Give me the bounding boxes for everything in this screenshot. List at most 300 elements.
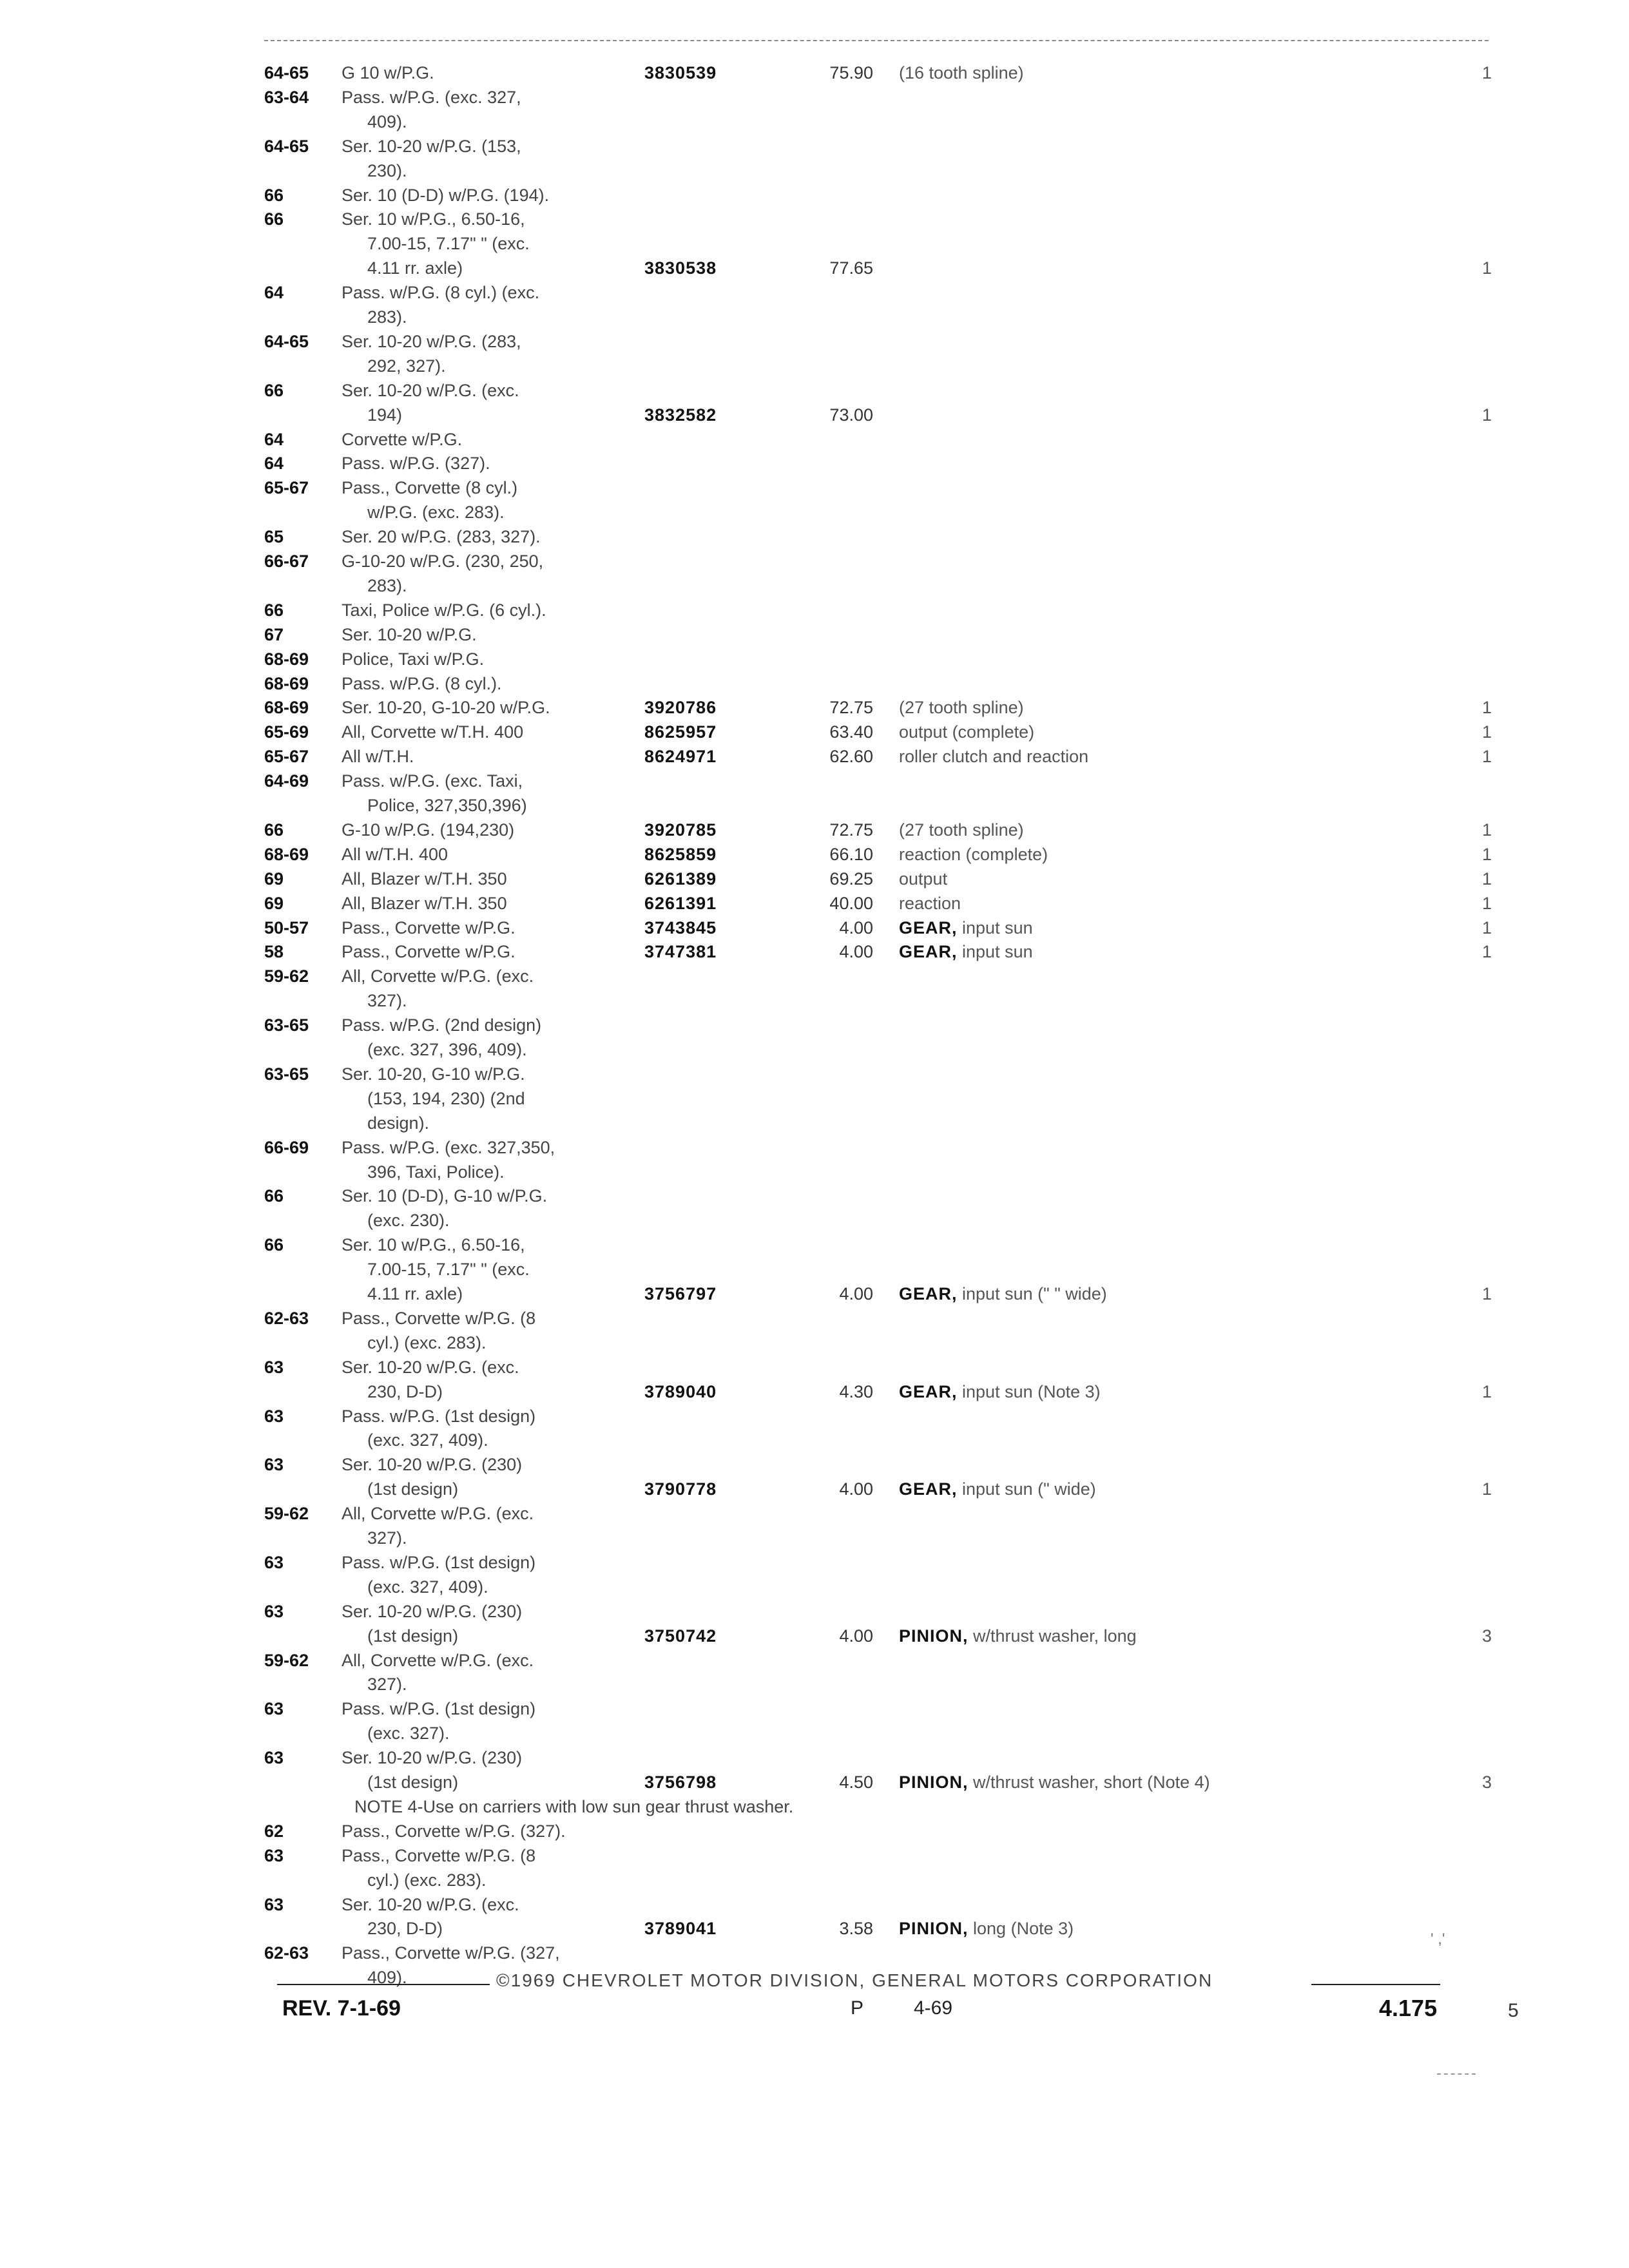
description-text: input sun bbox=[962, 918, 1033, 937]
application: 327). bbox=[367, 991, 407, 1011]
application: Ser. 10 w/P.G., 6.50-16, bbox=[342, 209, 525, 229]
application: cyl.) (exc. 283). bbox=[367, 1332, 487, 1352]
model-years: 69 bbox=[264, 893, 284, 913]
model-years: 63 bbox=[264, 1699, 284, 1719]
application: Pass. w/P.G. (2nd design) bbox=[342, 1015, 542, 1035]
table-row bbox=[0, 1381, 1629, 1405]
price: 3.58 bbox=[839, 1919, 873, 1939]
quantity: 1 bbox=[1482, 747, 1492, 767]
table-row bbox=[0, 1552, 1629, 1576]
application: Pass. w/P.G. (8 cyl.). bbox=[342, 673, 502, 693]
description bbox=[899, 697, 1024, 718]
application: G-10 w/P.G. (194,230) bbox=[342, 820, 515, 840]
revision-label: REV. 7-1-69 bbox=[282, 1996, 401, 2021]
application: 283). bbox=[367, 307, 407, 327]
application: 4.11 rr. axle) bbox=[367, 258, 463, 278]
table-row bbox=[0, 1503, 1629, 1527]
description-text: input sun (" " wide) bbox=[962, 1284, 1107, 1303]
application: 283). bbox=[367, 575, 407, 595]
application: (exc. 327). bbox=[367, 1724, 450, 1744]
quantity: 1 bbox=[1482, 942, 1492, 962]
application: 230, D-D) bbox=[367, 1919, 443, 1939]
table-row bbox=[0, 648, 1629, 673]
table-row bbox=[0, 160, 1629, 184]
note-row bbox=[0, 1796, 1629, 1820]
table-row bbox=[0, 282, 1629, 306]
price: 4.30 bbox=[839, 1381, 873, 1401]
application: Pass. w/P.G. (1st design) bbox=[342, 1406, 536, 1426]
application: All, Corvette w/P.G. (exc. bbox=[342, 966, 534, 986]
price: 77.65 bbox=[829, 258, 873, 278]
application: 327). bbox=[367, 1528, 407, 1548]
model-years: 63 bbox=[264, 1601, 284, 1621]
model-years: 59-62 bbox=[264, 1650, 309, 1670]
table-row bbox=[0, 673, 1629, 697]
table-row bbox=[0, 526, 1629, 550]
model-years: 63 bbox=[264, 1406, 284, 1426]
model-years: 64-65 bbox=[264, 63, 309, 82]
table-row bbox=[0, 1869, 1629, 1894]
model-years: 59-62 bbox=[264, 966, 309, 986]
table-row bbox=[0, 1283, 1629, 1307]
price: 66.10 bbox=[829, 844, 873, 864]
table-row bbox=[0, 1894, 1629, 1918]
description-keyword: GEAR, bbox=[899, 942, 958, 962]
copyright-line: ©1969 CHEVROLET MOTOR DIVISION, GENERAL MOTORS CORPORATION bbox=[496, 1970, 1213, 1990]
table-row bbox=[0, 1600, 1629, 1625]
table-row bbox=[0, 770, 1629, 794]
model-years: 63-65 bbox=[264, 1064, 309, 1084]
description-text: output bbox=[899, 869, 948, 889]
application: (1st design) bbox=[367, 1626, 459, 1646]
model-years: 64 bbox=[264, 283, 284, 303]
model-years: 64-65 bbox=[264, 331, 309, 351]
model-years: 62-63 bbox=[264, 1308, 309, 1328]
table-row bbox=[0, 1209, 1629, 1234]
application: Pass., Corvette w/P.G. (8 bbox=[342, 1845, 536, 1865]
description bbox=[899, 868, 947, 890]
table-row bbox=[0, 1332, 1629, 1356]
application: w/P.G. (exc. 283). bbox=[367, 503, 505, 523]
price: 75.90 bbox=[829, 63, 873, 82]
application: cyl.) (exc. 283). bbox=[367, 1870, 487, 1890]
model-years: 50-57 bbox=[264, 918, 309, 937]
model-years: 63 bbox=[264, 1845, 284, 1865]
application: All w/T.H. bbox=[342, 747, 414, 767]
application: Pass., Corvette w/P.G. bbox=[342, 942, 516, 962]
price: 73.00 bbox=[829, 405, 873, 425]
description-text: (27 tooth spline) bbox=[899, 698, 1024, 718]
application: design). bbox=[367, 1113, 430, 1133]
application: All, Blazer w/T.H. 350 bbox=[342, 893, 507, 913]
table-row bbox=[0, 452, 1629, 477]
part-number: 3789041 bbox=[644, 1919, 717, 1939]
table-row bbox=[0, 745, 1629, 770]
table-row bbox=[0, 1771, 1629, 1796]
table-row bbox=[0, 1747, 1629, 1771]
description-keyword: GEAR, bbox=[899, 918, 958, 937]
table-row bbox=[0, 1820, 1629, 1845]
application: Ser. 10-20, G-10-20 w/P.G. bbox=[342, 698, 550, 718]
quantity: 1 bbox=[1482, 698, 1492, 718]
application: Pass. w/P.G. (8 cyl.) (exc. bbox=[342, 283, 540, 303]
description-text: input sun bbox=[962, 942, 1033, 962]
description bbox=[899, 1917, 1074, 1939]
application: G-10-20 w/P.G. (230, 250, bbox=[342, 552, 544, 571]
application: 194) bbox=[367, 405, 403, 425]
application: (exc. 327, 409). bbox=[367, 1577, 488, 1597]
model-years: 65-67 bbox=[264, 747, 309, 767]
part-number: 3747381 bbox=[644, 942, 717, 962]
table-row bbox=[0, 1527, 1629, 1552]
table-row bbox=[0, 208, 1629, 233]
table-row bbox=[0, 62, 1629, 86]
table-row bbox=[0, 1356, 1629, 1381]
table-row bbox=[0, 331, 1629, 355]
table-row bbox=[0, 1478, 1629, 1503]
table-row bbox=[0, 1307, 1629, 1332]
model-years: 66-67 bbox=[264, 552, 309, 571]
table-row bbox=[0, 990, 1629, 1014]
price: 4.00 bbox=[839, 1626, 873, 1646]
application: All, Corvette w/T.H. 400 bbox=[342, 722, 524, 742]
quantity: 3 bbox=[1482, 1773, 1492, 1792]
application: Ser. 10-20 w/P.G. (230) bbox=[342, 1455, 523, 1475]
description bbox=[899, 941, 1033, 963]
description-keyword: GEAR, bbox=[899, 1284, 958, 1303]
application: Pass., Corvette w/P.G. (327). bbox=[342, 1821, 566, 1841]
table-row bbox=[0, 721, 1629, 745]
application: All w/T.H. 400 bbox=[342, 844, 448, 864]
application: Ser. 10-20 w/P.G. (230) bbox=[342, 1748, 523, 1768]
model-years: 58 bbox=[264, 942, 284, 962]
model-years: 66 bbox=[264, 820, 284, 840]
part-number: 3743845 bbox=[644, 918, 717, 937]
description bbox=[899, 745, 1088, 767]
model-years: 63 bbox=[264, 1748, 284, 1768]
part-number: 8625957 bbox=[644, 722, 717, 742]
model-years: 68-69 bbox=[264, 698, 309, 718]
table-row bbox=[0, 575, 1629, 599]
application: (exc. 327, 396, 409). bbox=[367, 1040, 527, 1059]
part-number: 6261389 bbox=[644, 869, 717, 889]
table-row bbox=[0, 1673, 1629, 1698]
application: All, Corvette w/P.G. (exc. bbox=[342, 1650, 534, 1670]
application: Ser. 10-20 w/P.G. (153, bbox=[342, 136, 521, 156]
application: Police, Taxi w/P.G. bbox=[342, 649, 485, 669]
footer-rule-right bbox=[1311, 1984, 1440, 1985]
model-years: 69 bbox=[264, 869, 284, 889]
model-years: 68-69 bbox=[264, 649, 309, 669]
part-number: 3790778 bbox=[644, 1479, 717, 1499]
table-row bbox=[0, 1722, 1629, 1747]
part-number: 3920786 bbox=[644, 698, 717, 718]
table-row bbox=[0, 184, 1629, 209]
model-years: 64 bbox=[264, 429, 284, 449]
model-years: 68-69 bbox=[264, 844, 309, 864]
application: 230). bbox=[367, 160, 407, 180]
application: Pass. w/P.G. (exc. Taxi, bbox=[342, 771, 523, 791]
description-keyword: GEAR, bbox=[899, 1381, 958, 1401]
table-row bbox=[0, 1405, 1629, 1430]
table-row bbox=[0, 1088, 1629, 1112]
application: 327). bbox=[367, 1675, 407, 1695]
table-row bbox=[0, 1039, 1629, 1063]
part-number: 3830539 bbox=[644, 63, 717, 82]
footer-rule-left bbox=[277, 1984, 490, 1985]
table-row bbox=[0, 599, 1629, 624]
description-text: roller clutch and reaction bbox=[899, 747, 1089, 767]
quantity: 1 bbox=[1482, 844, 1492, 864]
table-row bbox=[0, 1185, 1629, 1209]
price: 72.75 bbox=[829, 820, 873, 840]
application: 409). bbox=[367, 1968, 407, 1988]
model-years: 65 bbox=[264, 527, 284, 547]
quantity: 1 bbox=[1482, 63, 1492, 82]
price: 62.60 bbox=[829, 747, 873, 767]
description-keyword: PINION, bbox=[899, 1773, 969, 1792]
application: 7.00-15, 7.17" " (exc. bbox=[367, 1260, 530, 1280]
model-years: 66 bbox=[264, 1235, 284, 1255]
description bbox=[899, 1381, 1101, 1403]
price: 4.00 bbox=[839, 1284, 873, 1303]
quantity: 1 bbox=[1482, 1479, 1492, 1499]
table-row bbox=[0, 1063, 1629, 1088]
table-row bbox=[0, 135, 1629, 160]
model-years: 63 bbox=[264, 1357, 284, 1377]
description-text: input sun (" wide) bbox=[962, 1479, 1096, 1499]
description bbox=[899, 721, 1034, 743]
application: Pass. w/P.G. (exc. 327, bbox=[342, 87, 521, 107]
description bbox=[899, 1625, 1137, 1647]
part-number: 3830538 bbox=[644, 258, 717, 278]
application: Corvette w/P.G. bbox=[342, 429, 463, 449]
publication-date: 4-69 bbox=[914, 1997, 953, 2019]
table-row bbox=[0, 794, 1629, 819]
application: 4.11 rr. axle) bbox=[367, 1284, 463, 1303]
description bbox=[899, 1478, 1096, 1500]
model-years: 66-69 bbox=[264, 1137, 309, 1157]
table-row bbox=[0, 917, 1629, 941]
table-row bbox=[0, 1917, 1629, 1942]
corner-mark: 5 bbox=[1508, 2000, 1519, 2021]
table-row bbox=[0, 965, 1629, 990]
description-text: w/thrust washer, short (Note 4) bbox=[973, 1773, 1210, 1792]
application: Pass. w/P.G. (1st design) bbox=[342, 1699, 536, 1719]
application: 292, 327). bbox=[367, 356, 446, 376]
table-row bbox=[0, 941, 1629, 965]
model-years: 68-69 bbox=[264, 673, 309, 693]
application: 230, D-D) bbox=[367, 1381, 443, 1401]
part-number: 3832582 bbox=[644, 405, 717, 425]
table-row bbox=[0, 697, 1629, 721]
quantity: 1 bbox=[1482, 893, 1492, 913]
table-row bbox=[0, 1137, 1629, 1161]
model-years: 66 bbox=[264, 600, 284, 620]
application: Pass., Corvette (8 cyl.) bbox=[342, 478, 518, 498]
model-years: 66 bbox=[264, 380, 284, 400]
model-years: 63 bbox=[264, 1894, 284, 1914]
price: 72.75 bbox=[829, 698, 873, 718]
application: 7.00-15, 7.17" " (exc. bbox=[367, 234, 530, 254]
price: 4.00 bbox=[839, 1479, 873, 1499]
application: Pass., Corvette w/P.G. (327, bbox=[342, 1943, 560, 1963]
model-years: 65-69 bbox=[264, 722, 309, 742]
description bbox=[899, 917, 1033, 939]
description-text: (27 tooth spline) bbox=[899, 820, 1024, 840]
application: (153, 194, 230) (2nd bbox=[367, 1088, 525, 1108]
model-years: 63 bbox=[264, 1552, 284, 1572]
description-keyword: GEAR, bbox=[899, 1479, 958, 1499]
note-text: NOTE 4-Use on carriers with low sun gear thrust washer. bbox=[354, 1796, 794, 1816]
application: Pass., Corvette w/P.G. (8 bbox=[342, 1308, 536, 1328]
model-years: 62 bbox=[264, 1821, 284, 1841]
quantity: 1 bbox=[1482, 722, 1492, 742]
table-row bbox=[0, 404, 1629, 428]
table-row bbox=[0, 1234, 1629, 1258]
part-number: 3789040 bbox=[644, 1381, 717, 1401]
application: (exc. 230). bbox=[367, 1211, 450, 1231]
description-text: output (complete) bbox=[899, 722, 1035, 742]
application: G 10 w/P.G. bbox=[342, 63, 434, 82]
quantity: 1 bbox=[1482, 258, 1492, 278]
table-row bbox=[0, 355, 1629, 380]
application: (exc. 327, 409). bbox=[367, 1430, 488, 1450]
table-row bbox=[0, 1112, 1629, 1137]
table-row bbox=[0, 1161, 1629, 1186]
model-years: 66 bbox=[264, 185, 284, 205]
table-row bbox=[0, 550, 1629, 575]
model-years: 63-65 bbox=[264, 1015, 309, 1035]
part-number: 3750742 bbox=[644, 1626, 717, 1646]
page-number: 4.175 bbox=[1379, 1995, 1438, 2021]
table-row bbox=[0, 501, 1629, 526]
table-row bbox=[0, 233, 1629, 257]
table-row bbox=[0, 1429, 1629, 1454]
application: Ser. 10-20 w/P.G. (230) bbox=[342, 1601, 523, 1621]
application: 396, Taxi, Police). bbox=[367, 1162, 505, 1182]
table-row bbox=[0, 1845, 1629, 1869]
application: All, Corvette w/P.G. (exc. bbox=[342, 1504, 534, 1524]
table-row bbox=[0, 868, 1629, 892]
price: 4.00 bbox=[839, 918, 873, 937]
table-row bbox=[0, 86, 1629, 111]
application: Ser. 10-20 w/P.G. (exc. bbox=[342, 380, 519, 400]
quantity: 1 bbox=[1482, 918, 1492, 937]
description bbox=[899, 892, 961, 914]
table-row bbox=[0, 892, 1629, 917]
model-years: 67 bbox=[264, 624, 284, 644]
application: Taxi, Police w/P.G. (6 cyl.). bbox=[342, 600, 546, 620]
quantity: 1 bbox=[1482, 405, 1492, 425]
model-years: 63 bbox=[264, 1455, 284, 1475]
model-years: 64 bbox=[264, 454, 284, 474]
application: Police, 327,350,396) bbox=[367, 796, 527, 815]
description-text: input sun (Note 3) bbox=[962, 1381, 1101, 1401]
application: Ser. 10-20 w/P.G. (exc. bbox=[342, 1894, 519, 1914]
part-number: 3756798 bbox=[644, 1773, 717, 1792]
description bbox=[899, 1283, 1107, 1305]
table-row bbox=[0, 1258, 1629, 1283]
table-row bbox=[0, 1576, 1629, 1600]
table-row bbox=[0, 111, 1629, 135]
speck-mark: ' ,' bbox=[1431, 1930, 1445, 1948]
description bbox=[899, 62, 1024, 84]
quantity: 1 bbox=[1482, 820, 1492, 840]
price: 69.25 bbox=[829, 869, 873, 889]
application: Ser. 10-20 w/P.G. bbox=[342, 624, 477, 644]
application: Ser. 10-20 w/P.G. (exc. bbox=[342, 1357, 519, 1377]
application: Ser. 20 w/P.G. (283, 327). bbox=[342, 527, 541, 547]
application: Pass. w/P.G. (327). bbox=[342, 454, 490, 474]
description bbox=[899, 1771, 1210, 1793]
description-text: long (Note 3) bbox=[973, 1919, 1074, 1939]
application: Pass., Corvette w/P.G. bbox=[342, 918, 516, 937]
model-years: 65-67 bbox=[264, 478, 309, 498]
application: Pass. w/P.G. (exc. 327,350, bbox=[342, 1137, 555, 1157]
model-years: 66 bbox=[264, 209, 284, 229]
description-keyword: PINION, bbox=[899, 1919, 969, 1939]
description bbox=[899, 819, 1024, 841]
price: 4.50 bbox=[839, 1773, 873, 1792]
description-text: reaction bbox=[899, 893, 961, 913]
quantity: 1 bbox=[1482, 1381, 1492, 1401]
publication-code: P bbox=[851, 1997, 864, 2019]
description-keyword: PINION, bbox=[899, 1626, 969, 1646]
model-years: 59-62 bbox=[264, 1504, 309, 1524]
price: 40.00 bbox=[829, 893, 873, 913]
table-row bbox=[0, 1942, 1629, 1966]
application: (1st design) bbox=[367, 1479, 459, 1499]
part-number: 6261391 bbox=[644, 893, 717, 913]
application: Ser. 10 w/P.G., 6.50-16, bbox=[342, 1235, 525, 1255]
part-number: 8624971 bbox=[644, 747, 717, 767]
table-row bbox=[0, 1454, 1629, 1478]
application: (1st design) bbox=[367, 1773, 459, 1792]
table-row bbox=[0, 819, 1629, 843]
table-row bbox=[0, 1698, 1629, 1722]
application: Ser. 10-20 w/P.G. (283, bbox=[342, 331, 521, 351]
description bbox=[899, 843, 1048, 865]
table-row bbox=[0, 1625, 1629, 1649]
quantity: 1 bbox=[1482, 1284, 1492, 1303]
bottom-dash bbox=[1437, 2073, 1476, 2075]
application: Ser. 10-20, G-10 w/P.G. bbox=[342, 1064, 525, 1084]
table-row bbox=[0, 306, 1629, 331]
description-text: w/thrust washer, long bbox=[973, 1626, 1137, 1646]
table-row bbox=[0, 380, 1629, 404]
table-row bbox=[0, 1014, 1629, 1039]
application: Pass. w/P.G. (1st design) bbox=[342, 1552, 536, 1572]
model-years: 64-69 bbox=[264, 771, 309, 791]
part-number: 3756797 bbox=[644, 1284, 717, 1303]
model-years: 64-65 bbox=[264, 136, 309, 156]
model-years: 63-64 bbox=[264, 87, 309, 107]
part-number: 8625859 bbox=[644, 844, 717, 864]
price: 63.40 bbox=[829, 722, 873, 742]
table-row bbox=[0, 1649, 1629, 1674]
price: 4.00 bbox=[839, 942, 873, 962]
table-row bbox=[0, 843, 1629, 868]
application: All, Blazer w/T.H. 350 bbox=[342, 869, 507, 889]
table-row bbox=[0, 477, 1629, 501]
quantity: 3 bbox=[1482, 1626, 1492, 1646]
description-text: reaction (complete) bbox=[899, 844, 1048, 864]
application: 409). bbox=[367, 111, 407, 131]
description-text: (16 tooth spline) bbox=[899, 63, 1024, 82]
part-number: 3920785 bbox=[644, 820, 717, 840]
application: Ser. 10 (D-D) w/P.G. (194). bbox=[342, 185, 550, 205]
